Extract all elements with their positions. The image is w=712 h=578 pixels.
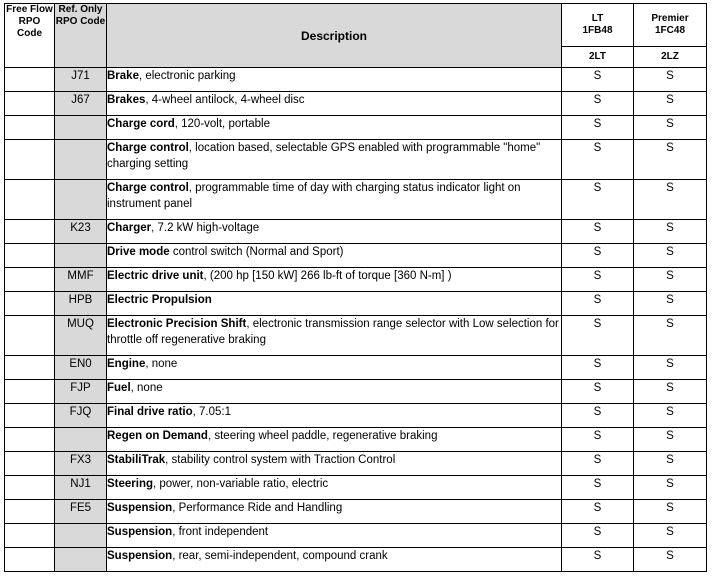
- lt-availability: S: [562, 356, 634, 380]
- feature-detail: , programmable time of day with charging status indicator light on instrument panel: [107, 182, 521, 210]
- free-flow-rpo-cell: [5, 140, 55, 180]
- feature-name: Charge control: [107, 182, 189, 194]
- description-cell: [107, 316, 562, 356]
- ref-rpo-code: [55, 180, 107, 220]
- feature-detail: , rear, semi-independent, compound crank: [172, 550, 388, 562]
- feature-name: Brake: [107, 70, 139, 82]
- description-cell: [107, 68, 562, 92]
- free-flow-rpo-cell: [5, 220, 55, 244]
- table-row: [5, 356, 707, 380]
- ref-rpo-code: HPB: [55, 292, 107, 316]
- description-header: Description: [107, 4, 562, 68]
- ref-rpo-code: [55, 428, 107, 452]
- feature-detail: , location based, selectable GPS enabled with programmable "home" charging setting: [107, 142, 541, 170]
- feature-detail: , none: [145, 358, 178, 370]
- table-row: [5, 220, 707, 244]
- free-flow-rpo-cell: [5, 68, 55, 92]
- premier-availability: S: [634, 524, 707, 548]
- lt-availability: S: [562, 116, 634, 140]
- lt-availability: S: [562, 268, 634, 292]
- feature-name: Regen on Demand: [107, 430, 208, 442]
- description-cell: [107, 356, 562, 380]
- description-cell: [107, 244, 562, 268]
- feature-name: Final drive ratio: [107, 406, 193, 418]
- free-flow-rpo-cell: [5, 452, 55, 476]
- feature-name: Charge control: [107, 142, 189, 154]
- specification-table: [4, 3, 707, 572]
- ref-rpo-code: K23: [55, 220, 107, 244]
- ref-rpo-code: EN0: [55, 356, 107, 380]
- table-row: [5, 116, 707, 140]
- table-row: [5, 500, 707, 524]
- feature-name: Suspension: [107, 550, 173, 562]
- feature-detail: , electronic transmission range selector with Low selection for throttle off regenerative braking: [107, 318, 559, 346]
- description-cell: [107, 452, 562, 476]
- premier-availability: S: [634, 292, 707, 316]
- ref-rpo-code: [55, 548, 107, 572]
- table-row: [5, 92, 707, 116]
- description-cell: [107, 380, 562, 404]
- lt-availability: S: [562, 404, 634, 428]
- premier-availability: S: [634, 476, 707, 500]
- feature-detail: , stability control system with Traction Control: [165, 454, 396, 466]
- description-cell: [107, 476, 562, 500]
- feature-detail: , power, non-variable ratio, electric: [153, 478, 329, 490]
- feature-name: Drive mode: [107, 246, 170, 258]
- premier-availability: S: [634, 404, 707, 428]
- description-cell: [107, 428, 562, 452]
- lt-availability: S: [562, 452, 634, 476]
- free-flow-rpo-cell: [5, 548, 55, 572]
- lt-availability: S: [562, 428, 634, 452]
- feature-detail: , (200 hp [150 kW] 266 lb-ft of torque [360 N-m] ): [203, 270, 452, 282]
- premier-availability: S: [634, 316, 707, 356]
- description-cell: [107, 404, 562, 428]
- premier-availability: S: [634, 140, 707, 180]
- free-flow-rpo-cell: [5, 268, 55, 292]
- table-row: [5, 476, 707, 500]
- lt-availability: S: [562, 292, 634, 316]
- feature-name: Electric Propulsion: [107, 294, 212, 306]
- lt-availability: S: [562, 244, 634, 268]
- feature-detail: control switch (Normal and Sport): [169, 246, 344, 258]
- description-cell: [107, 292, 562, 316]
- feature-detail: , 7.05:1: [192, 406, 232, 418]
- free-flow-rpo-cell: [5, 244, 55, 268]
- ref-rpo-code: J67: [55, 92, 107, 116]
- ref-rpo-code: FJQ: [55, 404, 107, 428]
- premier-availability: S: [634, 356, 707, 380]
- lt-availability: S: [562, 180, 634, 220]
- premier-availability: S: [634, 68, 707, 92]
- table-row: [5, 548, 707, 572]
- feature-detail: , 7.2 kW high-voltage: [151, 222, 260, 234]
- ref-rpo-code: FJP: [55, 380, 107, 404]
- description-cell: [107, 140, 562, 180]
- lt-availability: S: [562, 220, 634, 244]
- table-row: [5, 380, 707, 404]
- table-row: [5, 524, 707, 548]
- premier-availability: S: [634, 380, 707, 404]
- ref-rpo-code: [55, 116, 107, 140]
- table-row: [5, 292, 707, 316]
- ref-rpo-code: MUQ: [55, 316, 107, 356]
- feature-name: Fuel: [107, 382, 131, 394]
- trim-lt-code: 2LT: [562, 47, 634, 68]
- lt-availability: S: [562, 92, 634, 116]
- premier-availability: S: [634, 116, 707, 140]
- feature-name: Charger: [107, 222, 152, 234]
- description-cell: [107, 268, 562, 292]
- table-row: [5, 268, 707, 292]
- ref-rpo-code: [55, 244, 107, 268]
- table-body: [5, 68, 707, 572]
- premier-availability: S: [634, 548, 707, 572]
- trim-premier-header: [634, 4, 707, 47]
- premier-availability: S: [634, 220, 707, 244]
- description-cell: [107, 500, 562, 524]
- free-flow-rpo-cell: [5, 500, 55, 524]
- free-flow-rpo-cell: [5, 476, 55, 500]
- description-cell: [107, 524, 562, 548]
- premier-availability: S: [634, 244, 707, 268]
- feature-detail: , electronic parking: [138, 70, 236, 82]
- trim-premier-name: Premier: [651, 13, 689, 24]
- free-flow-rpo-cell: [5, 116, 55, 140]
- ref-rpo-code: [55, 140, 107, 180]
- feature-detail: , front independent: [172, 526, 269, 538]
- feature-name: Electronic Precision Shift: [107, 318, 247, 330]
- table-row: [5, 68, 707, 92]
- table-row: [5, 244, 707, 268]
- free-flow-rpo-header: Free Flow RPO Code: [5, 4, 55, 68]
- table-header: [5, 4, 707, 68]
- trim-lt-name: LT: [591, 13, 604, 24]
- free-flow-rpo-cell: [5, 404, 55, 428]
- feature-name: Suspension: [107, 502, 173, 514]
- feature-name: Suspension: [107, 526, 173, 538]
- table-row: [5, 428, 707, 452]
- free-flow-rpo-cell: [5, 292, 55, 316]
- premier-availability: S: [634, 180, 707, 220]
- feature-name: Brakes: [107, 94, 146, 106]
- feature-detail: , 120-volt, portable: [174, 118, 271, 130]
- table-row: [5, 316, 707, 356]
- trim-premier-code: 2LZ: [634, 47, 707, 68]
- free-flow-rpo-cell: [5, 180, 55, 220]
- trim-premier-model: 1FC48: [654, 25, 685, 36]
- premier-availability: S: [634, 500, 707, 524]
- premier-availability: S: [634, 428, 707, 452]
- description-cell: [107, 548, 562, 572]
- table-row: [5, 452, 707, 476]
- free-flow-rpo-cell: [5, 524, 55, 548]
- premier-availability: S: [634, 268, 707, 292]
- free-flow-rpo-cell: [5, 380, 55, 404]
- feature-detail: , steering wheel paddle, regenerative braking: [207, 430, 438, 442]
- ref-rpo-code: [55, 524, 107, 548]
- free-flow-rpo-cell: [5, 92, 55, 116]
- feature-name: Steering: [107, 478, 154, 490]
- feature-name: Charge cord: [107, 118, 175, 130]
- description-cell: [107, 116, 562, 140]
- ref-rpo-code: FX3: [55, 452, 107, 476]
- free-flow-rpo-cell: [5, 428, 55, 452]
- feature-name: Engine: [107, 358, 146, 370]
- lt-availability: S: [562, 380, 634, 404]
- lt-availability: S: [562, 140, 634, 180]
- table-row: [5, 140, 707, 180]
- description-cell: [107, 220, 562, 244]
- feature-name: StabiliTrak: [107, 454, 166, 466]
- description-cell: [107, 92, 562, 116]
- lt-availability: S: [562, 500, 634, 524]
- ref-rpo-code: MMF: [55, 268, 107, 292]
- feature-detail: , Performance Ride and Handling: [172, 502, 343, 514]
- trim-lt-model: 1FB48: [582, 25, 613, 36]
- lt-availability: S: [562, 548, 634, 572]
- lt-availability: S: [562, 476, 634, 500]
- premier-availability: S: [634, 92, 707, 116]
- feature-name: Electric drive unit: [107, 270, 204, 282]
- lt-availability: S: [562, 316, 634, 356]
- description-cell: [107, 180, 562, 220]
- table-row: [5, 180, 707, 220]
- ref-rpo-code: FE5: [55, 500, 107, 524]
- ref-rpo-code: J71: [55, 68, 107, 92]
- premier-availability: S: [634, 452, 707, 476]
- free-flow-rpo-cell: [5, 316, 55, 356]
- free-flow-rpo-cell: [5, 356, 55, 380]
- feature-detail: , none: [130, 382, 163, 394]
- table-row: [5, 404, 707, 428]
- ref-rpo-code: NJ1: [55, 476, 107, 500]
- trim-lt-header: [562, 4, 634, 47]
- feature-detail: , 4-wheel antilock, 4-wheel disc: [145, 94, 305, 106]
- ref-only-rpo-header: Ref. Only RPO Code: [55, 4, 107, 68]
- lt-availability: S: [562, 524, 634, 548]
- lt-availability: S: [562, 68, 634, 92]
